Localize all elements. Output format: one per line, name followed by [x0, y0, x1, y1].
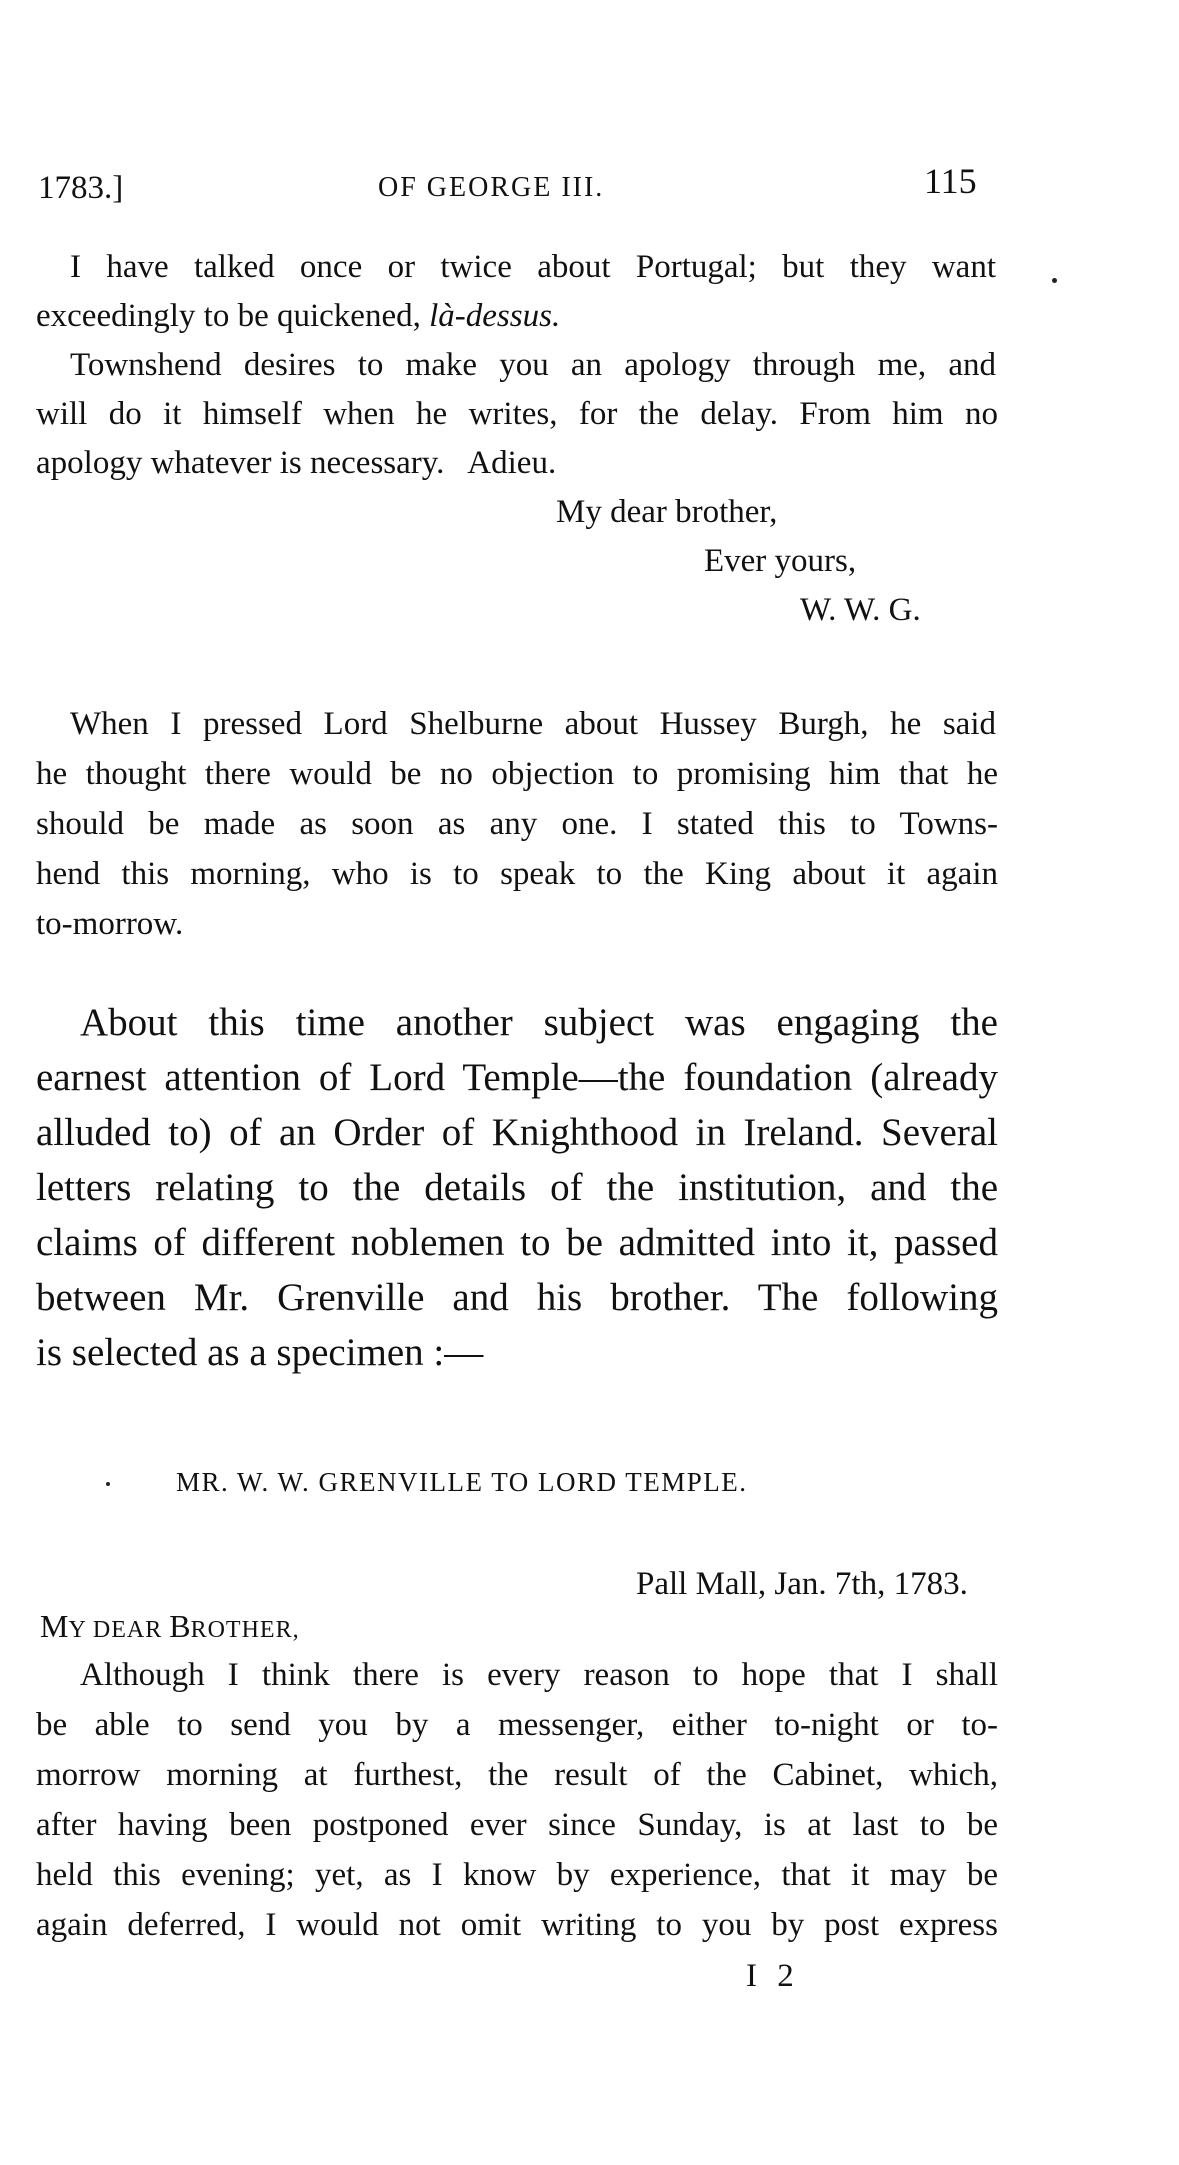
dateline: Pall Mall, Jan. 7th, 1783. — [636, 1566, 968, 1602]
letter-body-line: be able to send you by a messenger, either to-night or to- — [36, 1707, 998, 1743]
running-header-year: 1783.] — [38, 170, 124, 206]
letter-body-line: morrow morning at furthest, the result of the Cabinet, which, — [36, 1757, 998, 1793]
salutation-text: Y — [68, 1617, 93, 1643]
salutation-text: B — [169, 1608, 191, 1644]
letter-line: apology whatever is necessary. Adieu. — [36, 445, 557, 481]
letter-italic-text: là-dessus. — [429, 298, 561, 334]
letter-body-line: Although I think there is every reason to hope that I shall — [80, 1657, 998, 1693]
narrative-line: alluded to) of an Order of Knighthood in Ireland. Several — [36, 1111, 998, 1154]
letter-body-line: held this evening; yet, as I know by experience, that it may be — [36, 1857, 998, 1893]
letter-line — [36, 292, 998, 341]
postscript-line: to-morrow. — [36, 906, 184, 942]
letter-line: Townshend desires to make you an apology through me, and — [70, 347, 996, 383]
closing-valediction: Ever yours, — [704, 543, 857, 579]
narrative-line: is selected as a specimen :— — [36, 1331, 484, 1374]
letter-line: will do it himself when he writes, for the delay. From him no — [36, 396, 998, 432]
postscript-line: should be made as soon as any one. I stated this to Towns- — [36, 806, 998, 842]
salutation-text: M — [40, 1608, 69, 1644]
signature-mark: I 2 — [746, 1958, 800, 1994]
letter-text: exceedingly to be quickened, — [36, 298, 430, 334]
letter-body-line: again deferred, I would not omit writing to you by post express — [36, 1907, 998, 1943]
narrative-line: between Mr. Grenville and his brother. The following — [36, 1276, 998, 1319]
page-number: 115 — [924, 161, 977, 201]
narrative-line: About this time another subject was engaging the — [80, 1001, 998, 1044]
letter-line: I have talked once or twice about Portugal; but they want — [70, 249, 996, 285]
narrative-line: letters relating to the details of the institution, and the — [36, 1166, 998, 1209]
running-header-title: OF GEORGE III. — [378, 172, 605, 203]
postscript-line: he thought there would be no objection to promising him that he — [36, 756, 998, 792]
postscript-line: hend this morning, who is to speak to the King about it again — [36, 856, 998, 892]
salutation — [40, 1602, 300, 1655]
narrative-line: earnest attention of Lord Temple—the foundation (already — [36, 1056, 998, 1099]
stray-ink-dot — [106, 1482, 110, 1486]
letter-heading: MR. W. W. GRENVILLE TO LORD TEMPLE. — [176, 1467, 748, 1497]
salutation-text: DEAR — [92, 1617, 170, 1643]
signature: W. W. G. — [800, 592, 921, 628]
salutation-text: ROTHER, — [190, 1617, 300, 1643]
narrative-line: claims of different noblemen to be admitted into it, passed — [36, 1221, 998, 1264]
postscript-line: When I pressed Lord Shelburne about Hussey Burgh, he said — [70, 706, 996, 742]
stray-ink-dot — [1052, 278, 1057, 283]
letter-body-line: after having been postponed ever since Sunday, is at last to be — [36, 1807, 998, 1843]
closing-salutation: My dear brother, — [556, 494, 778, 530]
